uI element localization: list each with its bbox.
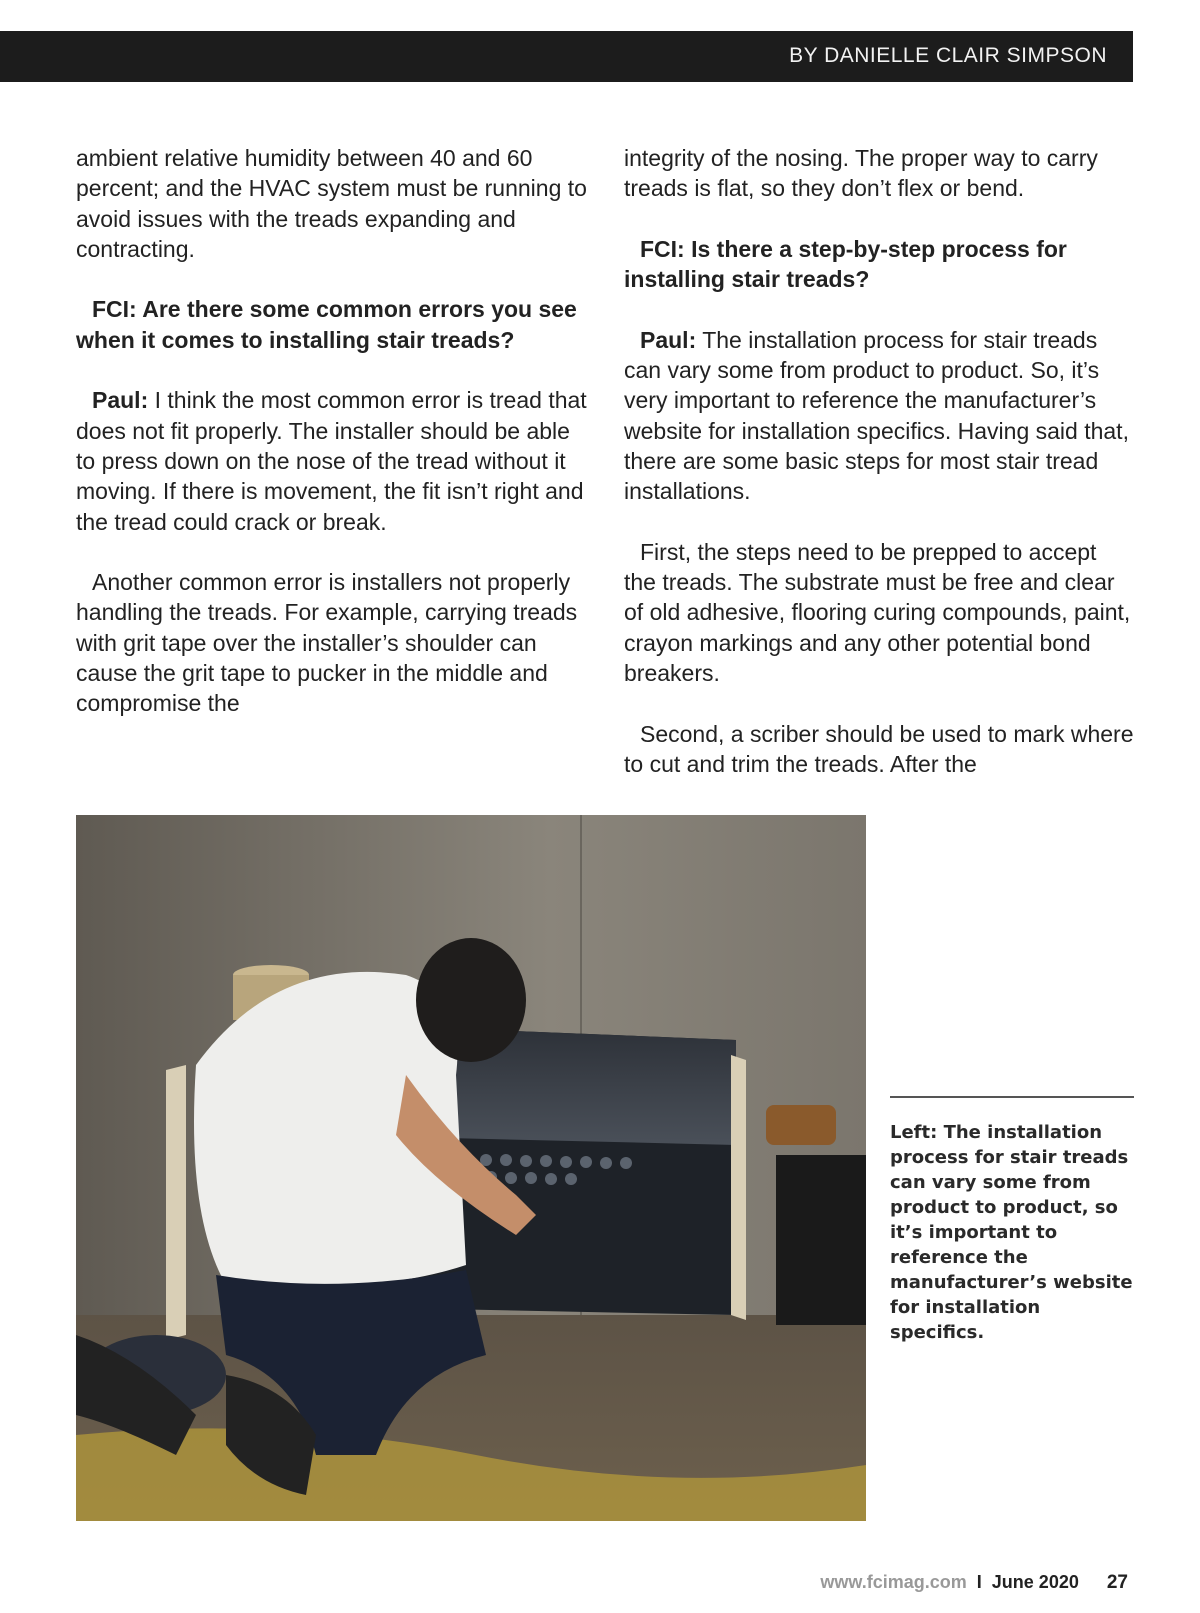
left-paragraph-1: ambient relative humidity between 40 and 60 percent; and the HVAC system must be running to avoid issues with the treads expanding and contracting. bbox=[76, 145, 587, 262]
installer-head bbox=[416, 938, 526, 1062]
footer-separator: I bbox=[976, 1572, 982, 1592]
footer-date: June 2020 bbox=[991, 1572, 1079, 1592]
right-question-1: FCI: Is there a step-by-step process for installing stair treads? bbox=[624, 235, 1067, 293]
right-column bbox=[624, 143, 1134, 810]
footer-url: www.fcimag.com bbox=[820, 1572, 967, 1592]
tool-belt bbox=[766, 1105, 836, 1145]
installer-photo bbox=[76, 815, 866, 1521]
caption-divider bbox=[890, 1096, 1134, 1098]
right-paragraph-3: Second, a scriber should be used to mark where to cut and trim the treads. After the bbox=[624, 720, 1134, 777]
installer-photo-illustration bbox=[76, 815, 866, 1521]
left-question-1: FCI: Are there some common errors you see when it comes to installing stair treads? bbox=[76, 296, 577, 353]
left-answer-1 bbox=[76, 385, 591, 536]
right-stringer bbox=[731, 1055, 746, 1320]
answer-text: The installation process for stair treads can vary some from product to product. So, it’s very important to reference the manufacturer’s website for installation specifics. Having said that, there are some basic steps for most stair tread installations. bbox=[624, 326, 1129, 505]
page-footer bbox=[820, 1572, 1128, 1594]
speaker-label: Paul: bbox=[92, 387, 149, 414]
left-paragraph-2: Another common error is installers not properly handling the treads. For example, carrying treads with grit tape over the installer’s shoulder can cause the grit tape to pucker in the middle and compromise the bbox=[76, 569, 578, 717]
byline: BY DANIELLE CLAIR SIMPSON bbox=[789, 44, 1107, 67]
right-answer-1 bbox=[624, 325, 1134, 507]
right-paragraph-1: integrity of the nosing. The proper way to carry treads is flat, so they don’t flex or bend. bbox=[624, 145, 1098, 202]
byline-bar bbox=[0, 31, 1133, 82]
left-column bbox=[76, 143, 591, 749]
page-number: 27 bbox=[1106, 1572, 1128, 1593]
tool-case bbox=[776, 1155, 866, 1325]
right-paragraph-2: First, the steps need to be prepped to accept the treads. The substrate must be free and clear of old adhesive, flooring curing compounds, paint, crayon markings and any other potential bond breakers. bbox=[624, 538, 1131, 687]
speaker-label: Paul: bbox=[640, 326, 697, 353]
photo-caption: Left: The installation process for stair treads can vary some from product to product, so it’s important to reference the manufacturer’s website for installation specifics. bbox=[890, 1122, 1133, 1343]
left-stringer bbox=[166, 1065, 186, 1340]
answer-text: I think the most common error is tread that does not fit properly. The installer should be able to press down on the nose of the tread without it moving. If there is movement, the fit isn’t right and the tread could crack or break. bbox=[76, 387, 587, 535]
